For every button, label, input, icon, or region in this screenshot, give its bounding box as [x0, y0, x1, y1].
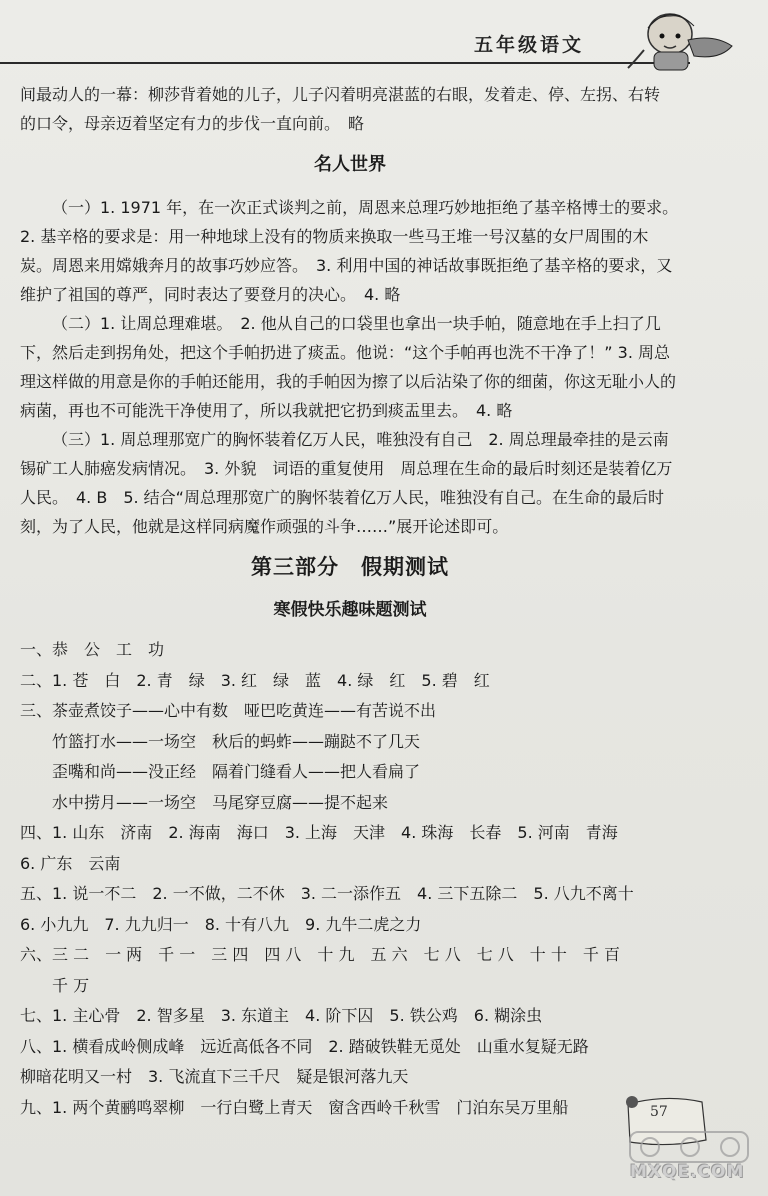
answer-line: 千 万 [52, 975, 90, 995]
main-content [20, 80, 687, 1123]
answer-paragraph-1: （一）1. 1971 年，在一次正式谈判之前，周恩来总理巧妙地拒绝了基辛格博士的要求。 2. 基辛格的要求是：用一种地球上没有的物质来换取一些马王堆一号汉墓的女尸周围的木炭。周恩来用嫦娥奔月的故事巧妙应答。 3. 利用中国的神话故事既拒绝了基辛格的要求，又维护了祖国的尊严，同时表达了要登月的决心。 4. 略 [20, 198, 687, 304]
answer-line: 水中捞月——一场空 马尾穿豆腐——提不起来 [52, 792, 389, 812]
answer-line: 三、茶壶煮饺子——心中有数 哑巴吃黄连——有苦说不出 [20, 701, 437, 720]
answer-line: 一、恭 公 工 功 [20, 640, 165, 659]
intro-line-2: 的口令，母亲迈着坚定有力的步伐一直向前。 略 [20, 114, 365, 133]
header-title: 五年级语文 [474, 34, 585, 56]
answer-paragraph-3: （三）1. 周总理那宽广的胸怀装着亿万人民，唯独没有自己 2. 周总理最牵挂的是云南锡矿工人肺癌发病情况。 3. 外貌 词语的重复使用 周总理在生命的最后时刻还是装着亿万人民。 4. B 5. 结合“周总理那宽广的胸怀装着亿万人民，唯独没有自己。在生命的最后时刻，为了人民，他就是这样同病魔作顽强的斗争……”展开论述即可。 [20, 430, 673, 536]
answer-line: 五、1. 说一不二 2. 一不做，二不休 3. 二一添作五 4. 三下五除二 5. 八九不离十 [20, 884, 634, 903]
intro-line-1: 间最动人的一幕：柳莎背着她的儿子，儿子闪着明亮湛蓝的右眼，发着走、停、左拐、右转 [20, 85, 661, 104]
answer-line: 6. 广东 云南 [20, 853, 121, 873]
answer-line: 七、1. 主心骨 2. 智多星 3. 东道主 4. 阶下囚 5. 铁公鸡 6. 糊涂虫 [20, 1006, 543, 1025]
page-number: 57 [650, 1104, 668, 1120]
answer-line: 八、1. 横看成岭侧成峰 远近高低各不同 2. 踏破铁鞋无觅处 山重水复疑无路 [20, 1036, 589, 1056]
answer-line: 六、三 二 一 两 千 一 三 四 四 八 十 九 五 六 七 八 七 八 十 十 千 百 [20, 945, 620, 964]
watermark-text: MXQE.COM [630, 1162, 745, 1182]
header-rule [0, 62, 690, 64]
answer-line: 四、1. 山东 济南 2. 海南 海口 3. 上海 天津 4. 珠海 长春 5. 河南 青海 [20, 823, 618, 842]
test-title: 寒假快乐趣味题测试 [273, 600, 427, 620]
answer-line: 6. 小九九 7. 九九归一 8. 十有八九 9. 九牛二虎之力 [20, 914, 422, 934]
answer-paragraph-2: （二）1. 让周总理难堪。 2. 他从自己的口袋里也拿出一块手帕，随意地在手上扫了几下，然后走到拐角处，把这个手帕扔进了痰盂。他说：“这个手帕再也洗不干净了！” 3. 周总理这样做的用意是你的手帕还能用，我的手帕因为擦了以后沾染了你的细菌，你这无耻小人的病菌，再也不可能洗干净使用了，所以我就把它扔到痰盂里去。 4. 略 [20, 314, 677, 420]
mascot-illustration-icon [624, 4, 736, 72]
section-title: 名人世界 [314, 154, 386, 175]
answer-line: 二、1. 苍 白 2. 青 绿 3. 红 绿 蓝 4. 绿 红 5. 碧 红 [20, 670, 490, 690]
answer-line: 歪嘴和尚——没正经 隔着门缝看人——把人看扁了 [52, 762, 421, 781]
answer-line: 柳暗花明又一村 3. 飞流直下三千尺 疑是银河落九天 [20, 1067, 409, 1086]
answer-line: 竹篮打水——一场空 秋后的蚂蚱——蹦跶不了几天 [52, 731, 421, 751]
answer-list [20, 635, 680, 1123]
part-title: 第三部分 假期测试 [251, 555, 449, 579]
answer-line: 九、1. 两个黄鹂鸣翠柳 一行白鹭上青天 窗含西岭千秋雪 门泊东吴万里船 [20, 1097, 569, 1117]
